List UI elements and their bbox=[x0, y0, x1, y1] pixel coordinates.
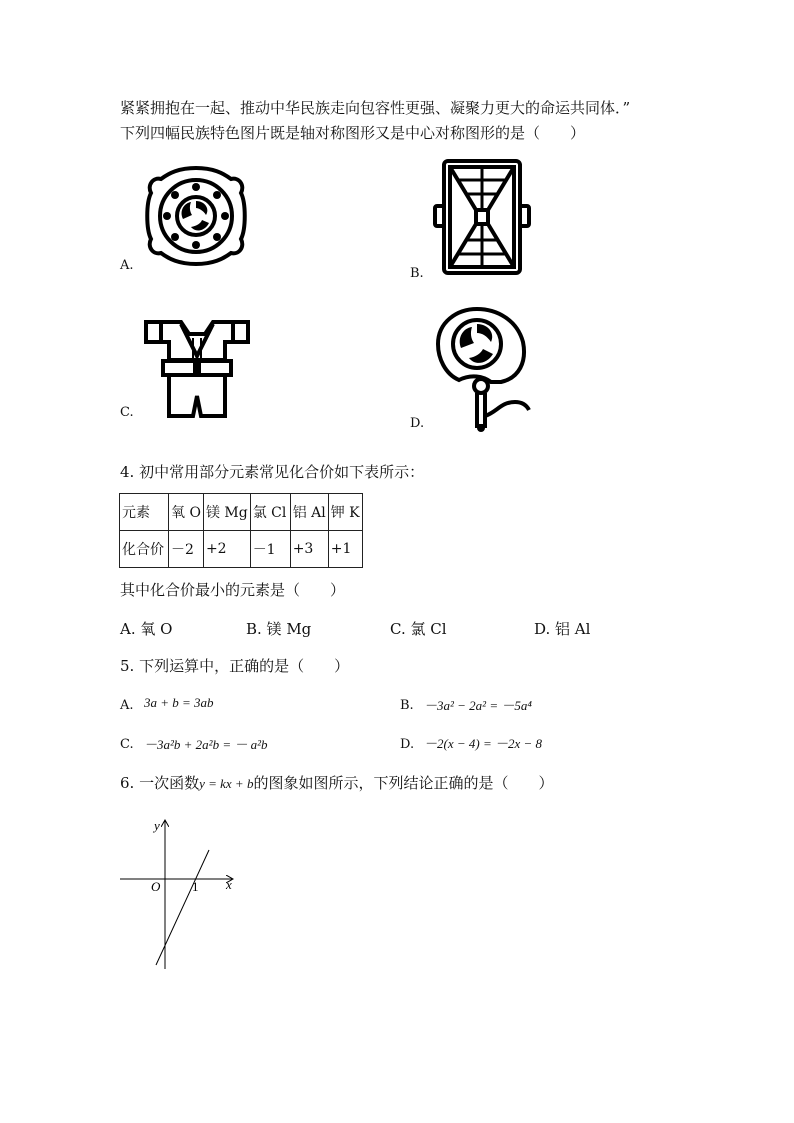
q3-option-c-label[interactable]: C. bbox=[120, 405, 134, 420]
table-header-cell: 钾 K bbox=[328, 494, 362, 531]
q5-option-d-label[interactable]: D. bbox=[400, 737, 415, 752]
q4-option-d[interactable]: D. 铝 Al bbox=[534, 620, 591, 638]
q4-option-b[interactable]: B. 镁 Mg bbox=[246, 620, 312, 638]
function-line bbox=[156, 850, 209, 965]
question-4-prompt: 其中化合价最小的元素是（ ） bbox=[120, 581, 346, 599]
q4-option-a[interactable]: A. 氧 O bbox=[120, 620, 173, 638]
table-row bbox=[120, 494, 363, 531]
question-6-stem bbox=[120, 773, 553, 794]
q4-option-c[interactable]: C. 氯 Cl bbox=[390, 620, 447, 638]
table-cell: +1 bbox=[328, 531, 362, 568]
origin-label: O bbox=[151, 879, 161, 894]
table-cell: +3 bbox=[290, 531, 328, 568]
q5-option-c-expr[interactable]: －3a²b + 2a²b = － a²b bbox=[144, 737, 268, 752]
table-header-cell: 铝 Al bbox=[290, 494, 328, 531]
question-6-stem-end: 的图象如图所示，下列结论正确的是（ ） bbox=[253, 774, 554, 792]
table-cell: －1 bbox=[250, 531, 290, 568]
valence-table bbox=[119, 493, 363, 568]
q5-option-a-label[interactable]: A. bbox=[120, 698, 134, 713]
x-tick-label: 1 bbox=[192, 879, 199, 894]
table-header-cell: 镁 Mg bbox=[203, 494, 250, 531]
question-4-stem: 4. 初中常用部分元素常见化合价如下表所示： bbox=[120, 463, 425, 481]
hand-fan-icon[interactable] bbox=[435, 306, 533, 434]
q3-option-d-label[interactable]: D. bbox=[410, 416, 425, 431]
function-expression: y = kx + b bbox=[199, 776, 254, 791]
y-axis-label: y bbox=[154, 818, 160, 833]
table-row bbox=[120, 531, 363, 568]
question-3-stem: 下列四幅民族特色图片既是轴对称图形又是中心对称图形的是（ ） bbox=[120, 124, 586, 142]
question-6-stem-start: 6. 一次函数 bbox=[120, 774, 200, 792]
table-header-cell: 元素 bbox=[120, 494, 169, 531]
q5-option-d-expr[interactable]: －2(x − 4) = －2x − 8 bbox=[424, 736, 543, 751]
table-cell: 化合价 bbox=[120, 531, 169, 568]
q5-option-b-expr[interactable]: －3a² − 2a² = －5a⁴ bbox=[424, 698, 532, 713]
table-header-cell: 氧 O bbox=[169, 494, 204, 531]
question-5-stem: 5. 下列运算中，正确的是（ ） bbox=[120, 657, 350, 675]
q5-option-c-label[interactable]: C. bbox=[120, 737, 134, 752]
q3-option-b-label[interactable]: B. bbox=[410, 266, 424, 281]
q3-option-a-label[interactable]: A. bbox=[120, 258, 134, 273]
ethnic-ornament-icon[interactable] bbox=[143, 163, 249, 269]
table-cell: +2 bbox=[203, 531, 250, 568]
linear-function-graph bbox=[118, 815, 248, 971]
table-cell: －2 bbox=[169, 531, 204, 568]
ethnic-costume-icon[interactable] bbox=[143, 318, 251, 418]
drum-frame-icon[interactable] bbox=[432, 158, 532, 276]
q5-option-a-expr[interactable]: 3a + b = 3ab bbox=[144, 695, 214, 710]
intro-line-1: 紧紧拥抱在一起、推动中华民族走向包容性更强、凝聚力更大的命运共同体．” bbox=[120, 99, 631, 117]
x-axis-label: x bbox=[226, 877, 232, 892]
table-header-cell: 氯 Cl bbox=[250, 494, 290, 531]
q5-option-b-label[interactable]: B. bbox=[400, 698, 414, 713]
